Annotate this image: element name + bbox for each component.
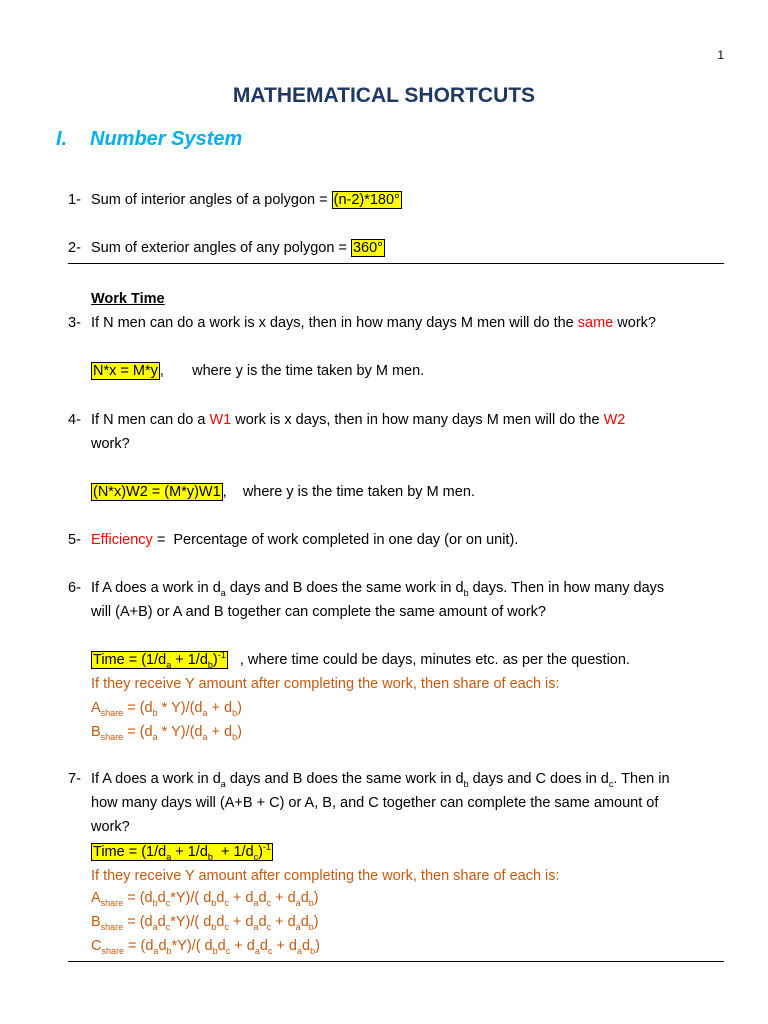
item-text: days and C does in d [468,771,609,787]
item-text: Sum of exterior angles of any polygon = [91,240,351,256]
formula-note: , where time could be days, minutes etc. as per the question. [227,652,630,668]
formula-highlight: (N*x)W2 = (M*y)W1 [93,484,221,500]
item-text: days and B does the same work in d [225,580,464,596]
formula-highlight: (n-2)*180° [333,192,400,208]
item-text: If A does a work in d [91,771,221,787]
section-heading [56,128,242,151]
item-text: will (A+B) or A and B together can complete the same amount of work? [91,604,546,620]
subscript: c [608,778,614,789]
item-text: = Percentage of work completed in one day (or on unit). [152,532,519,548]
formula-highlight: Time = $(1/d_a + 1/d_b)^{-1}$ [93,650,226,670]
share-formula-c: $C_{share} = (d_ad_b*Y)/$( $d_bd_c + d_ad_c + d_ad_b$) [91,938,320,956]
list-item-2 [68,236,728,260]
formula-highlight: Time = $(1/d_a + 1/d_b + 1/d_c)^{-1}$ [93,842,271,862]
item-number: 6- [68,580,81,596]
work-time-heading: Work Time [91,291,165,307]
share-intro: If they receive Y amount after completing the work, then share of each is: [91,676,560,692]
subscript: b [463,587,469,598]
formula-line [91,840,731,864]
share-formula-a: $A_{share} = (d_b * Y)/(d_a + d_b)$ [91,700,242,718]
formula-line [91,648,731,672]
share-intro: If they receive Y amount after completing the work, then share of each is: [91,868,560,884]
subscript: a [220,587,226,598]
subsection-heading [91,287,731,311]
list-item-1 [68,188,728,212]
item-text: days. Then in how many days [468,580,665,596]
item-text: If N men can do a [91,412,210,428]
item-number: 5- [68,532,81,548]
list-item-4 [68,408,728,456]
section-numeral: I. [56,128,68,150]
section-name: Number System [90,128,243,150]
share-formula-b: $B_{share} = (d_ad_c*Y)/$( $d_bd_c + d_ad_c + d_ad_b$) [91,914,319,932]
item-text: If N men can do a work is x days, then in how many days M men will do the [91,315,578,331]
formula-highlight: 360° [352,240,383,256]
formula-line [91,480,731,504]
page-title: MATHEMATICAL SHORTCUTS [232,84,536,107]
emphasis-text: W1 [209,412,232,428]
share-formula-b: $B_{share} = (d_a * Y)/(d_a + d_b)$ [91,724,242,742]
item-text: work? [91,436,130,452]
list-item-3 [68,311,728,335]
item-text: days and B does the same work in d [225,771,464,787]
item-text: work? [613,315,656,331]
item-text: Sum of interior angles of a polygon = [91,192,332,208]
item-text: If A does a work in d [91,580,221,596]
list-item-7 [68,767,728,839]
formula-line [91,359,731,383]
formula-note: , where y is the time taken by M men. [222,484,475,500]
item-text: how many days will (A+B + C) or A, B, and C together can complete the same amount of [91,795,659,811]
item-text: work is x days, then in how many days M men will do the [231,412,604,428]
page-number: 1 [717,48,724,62]
share-formula-a: $A_{share} = (d_bd_c*Y)/$( $d_bd_c + d_ad_c + d_ad_b$) [91,890,319,908]
list-item-5 [68,528,728,552]
item-text: . Then in [613,771,670,787]
divider [68,961,724,962]
formula-note: , where y is the time taken by M men. [159,363,425,379]
subscript: b [463,778,469,789]
item-text: work? [91,819,130,835]
subscript: a [220,778,226,789]
item-number: 4- [68,412,81,428]
emphasis-text: Efficiency [91,532,153,548]
divider [68,263,724,264]
item-number: 7- [68,771,81,787]
item-number: 3- [68,315,81,331]
item-number: 2- [68,240,81,256]
item-number: 1- [68,192,81,208]
emphasis-text: W2 [603,412,626,428]
formula-highlight: N*x = M*y [93,363,158,379]
list-item-6 [68,576,728,624]
emphasis-text: same [577,315,614,331]
